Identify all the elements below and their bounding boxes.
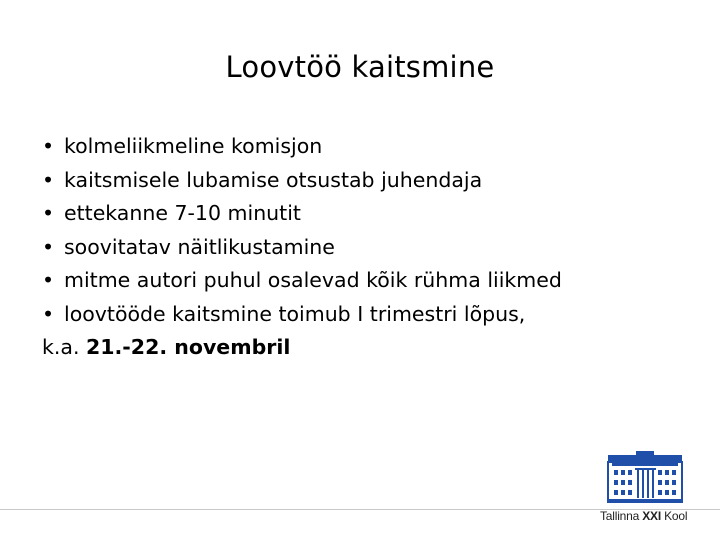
list-item-text: mitme autori puhul osalevad kõik rühma liikmed xyxy=(64,268,562,292)
list-item-text: loovtööde kaitsmine toimub I trimestri lõpus, xyxy=(64,301,526,326)
school-name: Tallinna XXI Kool xyxy=(600,509,688,523)
bullet-marker: • xyxy=(42,167,55,192)
list-item xyxy=(42,130,682,164)
list-item xyxy=(42,164,682,198)
bullet-marker: • xyxy=(42,134,55,158)
continuation-prefix: k.a. xyxy=(42,335,86,359)
defense-dates: 21.-22. novembril xyxy=(85,335,291,359)
list-item xyxy=(42,197,682,231)
slide-title: Loovtöö kaitsmine xyxy=(225,50,495,84)
bullet-marker: • xyxy=(42,201,55,225)
list-item-text: kaitsmisele lubamise otsustab juhendaja xyxy=(64,167,483,192)
bullet-marker: • xyxy=(42,234,55,259)
bullet-list xyxy=(42,130,682,365)
bullet-marker: • xyxy=(42,301,55,326)
list-item xyxy=(42,298,682,332)
continuation-line xyxy=(42,331,682,365)
school-building-logo-icon xyxy=(606,450,684,504)
list-item-text: ettekanne 7-10 minutit xyxy=(64,201,301,225)
list-item xyxy=(42,231,682,265)
list-item-text: kolmeliikmeline komisjon xyxy=(64,134,323,158)
list-item xyxy=(42,264,682,298)
list-item-text: soovitatav näitlikustamine xyxy=(64,234,335,259)
bullet-marker: • xyxy=(42,268,55,292)
